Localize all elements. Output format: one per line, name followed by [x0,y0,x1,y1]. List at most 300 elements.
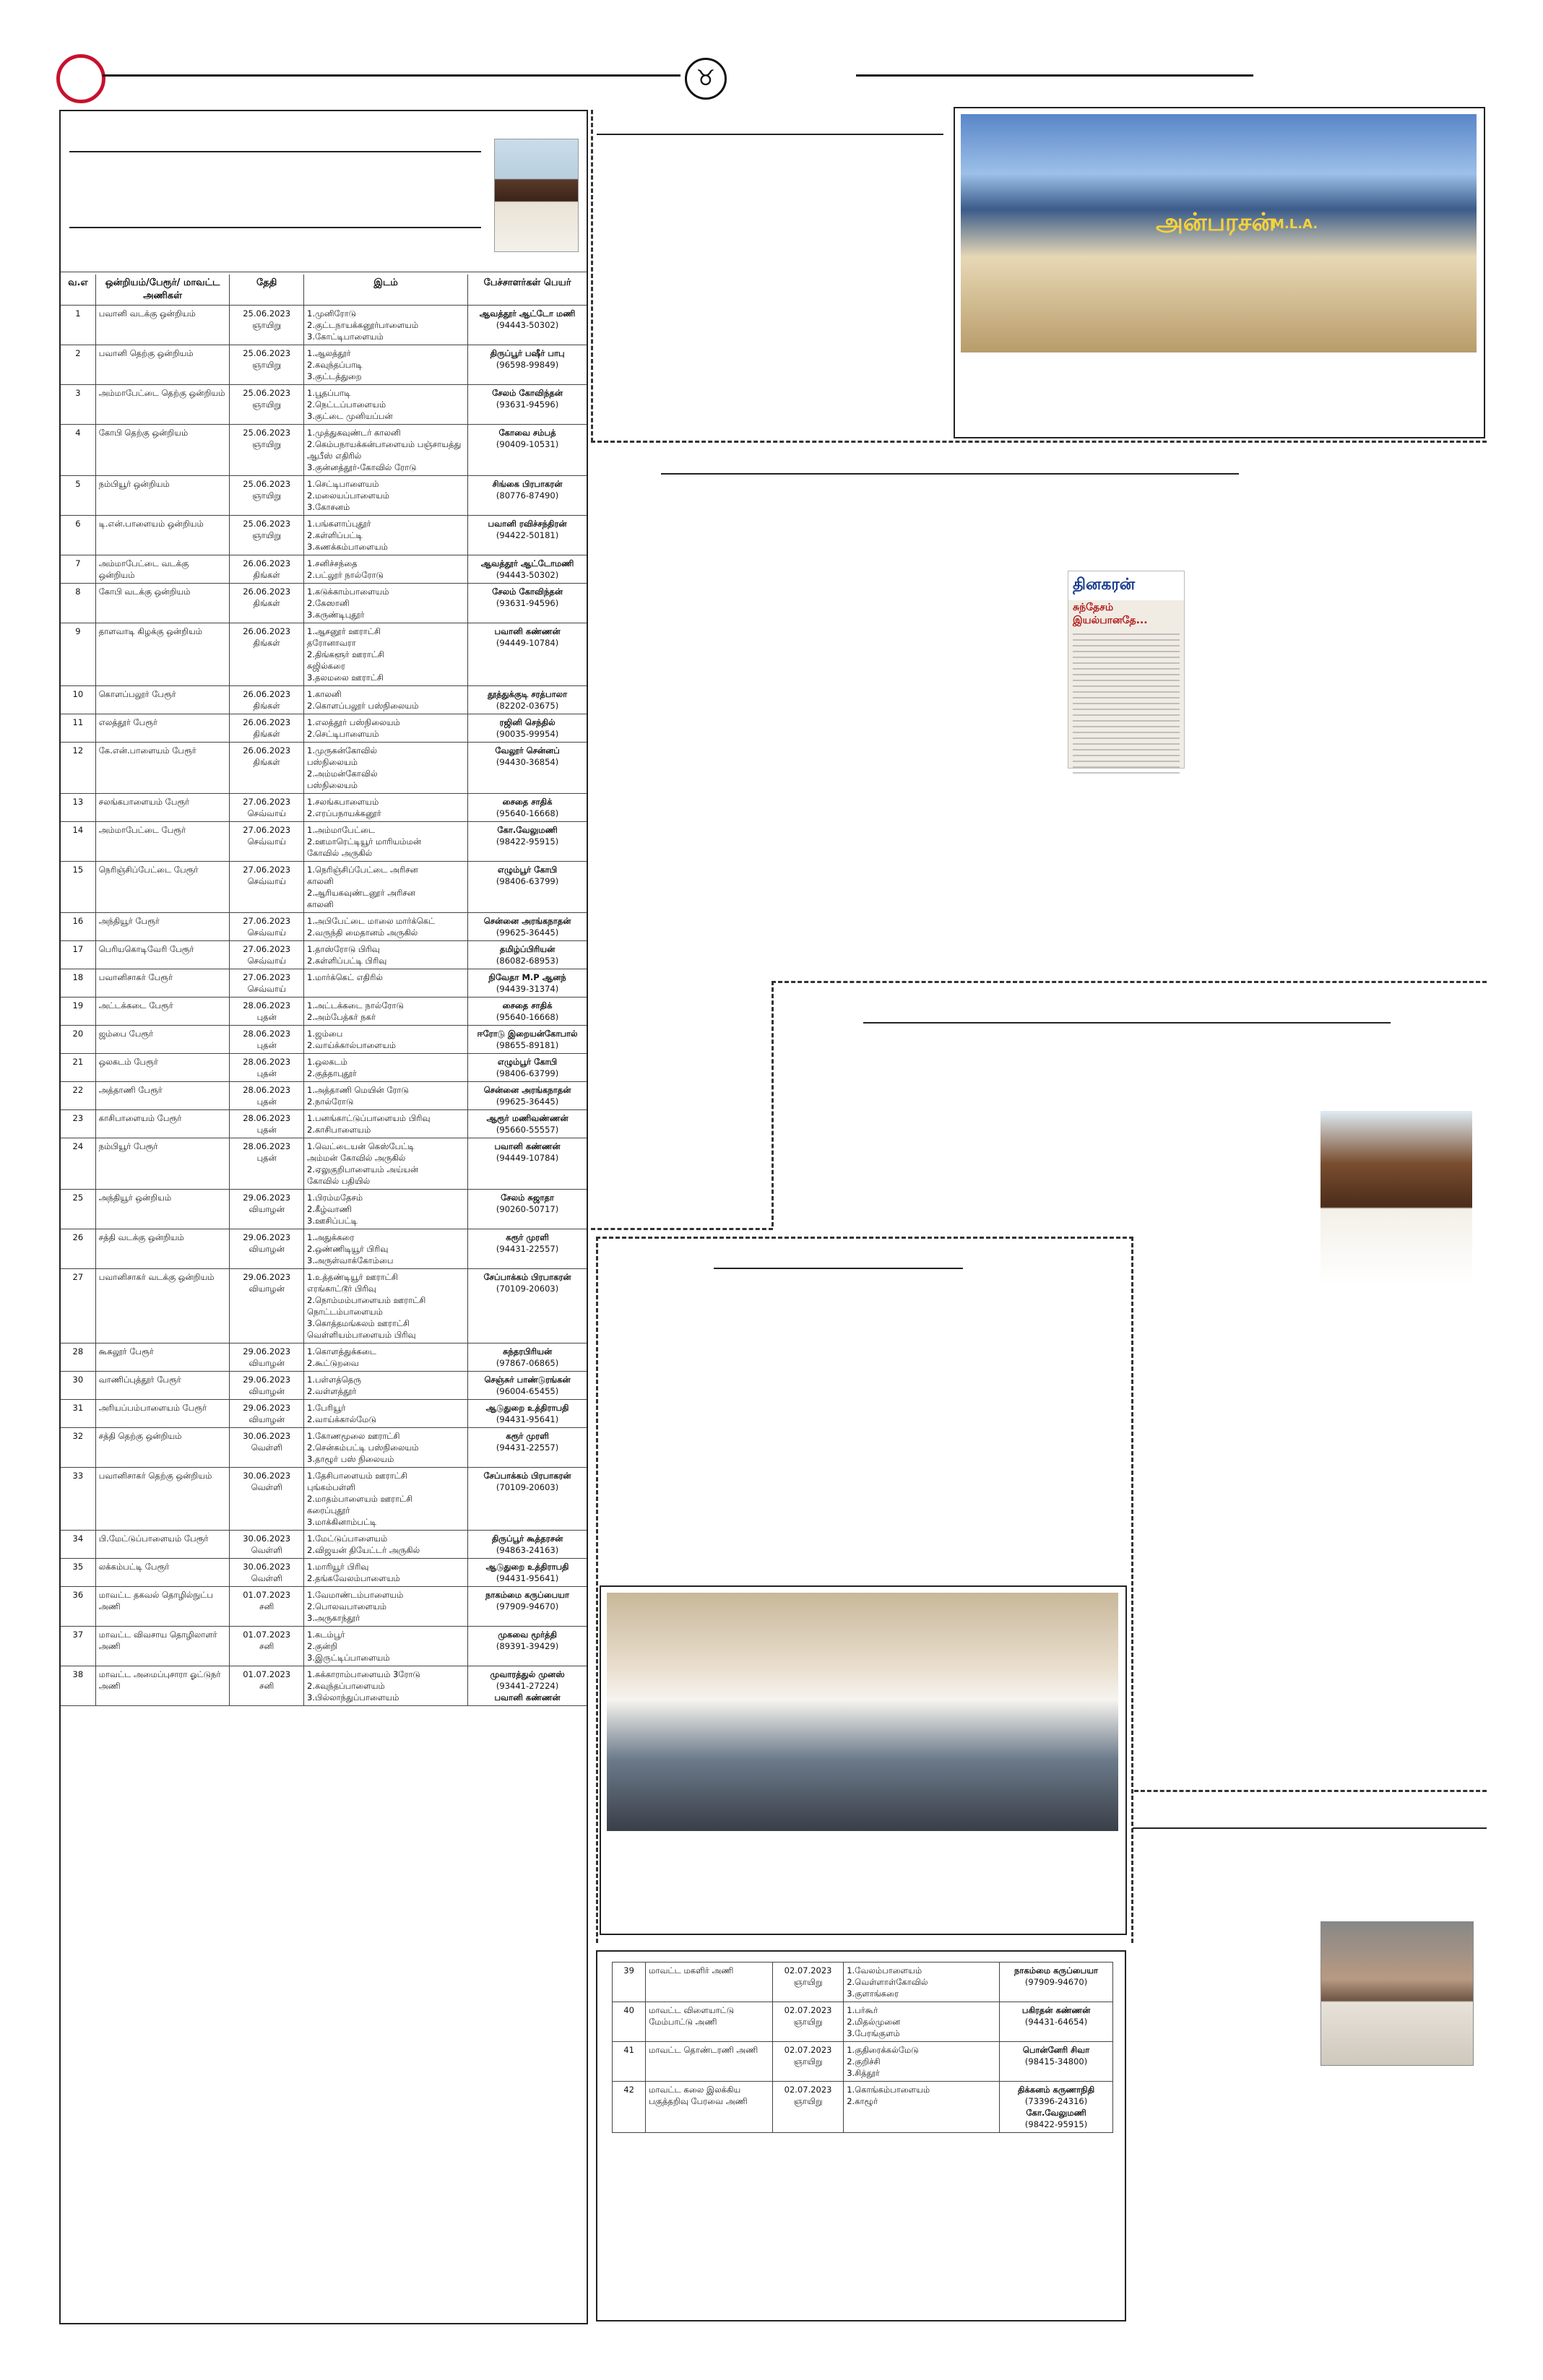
row-places [304,1110,468,1138]
row-date-cell [230,1026,304,1054]
row-speaker-cell [468,794,587,822]
continuation-table [613,1963,1112,2133]
elder-portrait [1321,1921,1474,2066]
row-day: திங்கள் [253,598,280,608]
row-day: வியாழன் [248,1244,285,1254]
speaker-phone: (96598-99849) [496,360,559,370]
place-item: 1.அதுக்கரை [307,1232,355,1242]
row-speaker-cell [468,714,587,743]
row-day: ஞாயிறு [252,360,282,370]
table-row [61,1468,587,1531]
place-item: பஸ்நிலையம் [307,780,358,790]
event-headline-rule [714,1268,963,1269]
place-item: 2.மலையப்பாளையம் [307,490,390,501]
row-day: திங்கள் [253,729,280,739]
row-day: செவ்வாய் [247,876,286,886]
row-speaker-cell [468,862,587,913]
place-item: 2.கொளப்பலூர் பஸ்நிலையம் [307,701,419,711]
col-header-unit: ஒன்றியம்/பேரூர்/ மாவட்ட அணிகள் [95,274,230,306]
wheelchair-donation-photo [607,1593,1118,1831]
speaker-name: திருப்பூர் பஷீர் பாபு [490,348,565,358]
row-day: வியாழன் [248,1204,285,1214]
row-places [304,1138,468,1190]
place-item: 1.முனிரோடு [307,308,356,319]
row-date: 28.06.2023 [243,1000,291,1011]
row-day: செவ்வாய் [247,836,286,847]
place-item: 1.முருகன்கோவில் [307,745,378,756]
row-date-cell [230,998,304,1026]
row-date-cell [230,969,304,998]
row-unit: காசிபாளையம் பேரூர் [95,1110,230,1138]
row-day: வெள்ளி [251,1482,282,1492]
row-unit: நெரிஞ்சிப்பேட்டை பேரூர் [95,862,230,913]
row-date-cell [230,623,304,686]
table-row [61,1269,587,1343]
place-item: 3.சித்தூர் [847,2068,880,2078]
table-row [61,1587,587,1627]
row-date: 28.06.2023 [243,1057,291,1067]
row-date-cell [230,822,304,862]
article-box-left-edge [772,981,774,1226]
row-speaker-cell [468,1026,587,1054]
row-speaker-cell [468,516,587,555]
row-speaker-cell [1000,2042,1112,2082]
col-header-speaker: பேச்சாளர்கள் பெயர் [468,274,587,306]
row-places [844,2082,1000,2133]
place-item: 1.கொளத்துக்கடை [307,1346,376,1356]
row-date: 26.06.2023 [243,587,291,597]
speaker-name: ஆவத்தூர் ஆட்டோ மணி [479,308,576,319]
speaker-name: நாகம்மை கருப்பையா [485,1590,570,1600]
row-places [304,623,468,686]
place-item: 1.மாரியூர் பிரிவு [307,1562,369,1572]
place-item: 2.குறிச்சி [847,2056,881,2067]
place-item: 1.பங்களாப்புதூர் [307,519,371,529]
speaker-name: சேப்பாக்கம் பிரபாகரன் [483,1272,571,1282]
row-date: 01.07.2023 [243,1669,291,1679]
speaker-name: சேலம் கோவிந்தன் [492,587,563,597]
place-item: 1.மேட்டுப்பாளையம் [307,1533,388,1544]
row-day: வெள்ளி [251,1545,282,1555]
row-day: புதன் [256,1040,277,1050]
row-day: ஞாயிறு [252,530,282,540]
row-speaker-cell [468,1559,587,1587]
row-speaker-cell [1000,1963,1112,2002]
place-item: 3.குட்டை முனியப்பன் [307,411,393,421]
banner-text: அன்பரசன் [1156,208,1276,237]
place-item: காலனி [307,899,334,909]
place-item: சுஜில்கரை [307,661,345,671]
row-day: புதன் [256,1125,277,1135]
row-serial: 26 [61,1229,95,1269]
place-item: 3.அருகாந்தூர் [307,1613,360,1623]
table-row [61,743,587,794]
speaker-phone: (98406-63799) [496,876,559,886]
row-unit: சலங்கபாளையம் பேரூர் [95,794,230,822]
schedule-body [61,306,587,1706]
row-day: செவ்வாய் [247,984,286,994]
speaker-name: சைதை சாதிக் [502,797,553,807]
row-unit: அந்தியூர் பேரூர் [95,913,230,941]
place-item: 2.ஒண்ணிடியூர் பிரிவு [307,1244,389,1254]
row-serial: 1 [61,306,95,345]
row-day: வியாழன் [248,1358,285,1368]
row-day: சனி [259,1641,275,1651]
row-date: 26.06.2023 [243,626,291,636]
place-item: தரோனாவரா [307,638,356,648]
place-item: 2.வாய்க்கால்பாளையம் [307,1040,397,1050]
row-date-cell [230,1531,304,1559]
row-serial: 34 [61,1531,95,1559]
row-day: செவ்வாய் [247,927,286,938]
speaker-name: செஞ்சுர் பாண்டுரங்கன் [484,1375,571,1385]
table-row [613,2002,1112,2042]
row-serial: 28 [61,1343,95,1372]
row-places [304,345,468,385]
speaker-name: நிவேதா M.P ஆனந் [488,972,566,982]
table-row [61,714,587,743]
speaker-name: பகிரதன் கண்ணன் [1021,2005,1091,2015]
row-places [304,1229,468,1269]
photo-frame-top [954,107,1485,438]
place-item: 1.ஜம்பை [307,1029,343,1039]
row-serial: 27 [61,1269,95,1343]
row-day: ஞாயிறு [252,439,282,449]
row-date-cell [230,555,304,584]
speaker-phone: (93631-94596) [496,399,559,410]
row-date-cell [230,345,304,385]
row-day: வெள்ளி [251,1442,282,1453]
row-date-cell [230,1082,304,1110]
schedule-header-row [61,274,587,306]
speaker-phone: (98415-34800) [1024,2056,1088,2067]
row-date-cell [772,2082,843,2133]
place-item: 2.கவுந்தப்பாளையம் [307,1681,385,1691]
schedule-continuation [596,1950,1126,2321]
place-item: 3.இருட்டிப்பாளையம் [307,1653,390,1663]
row-places [304,1400,468,1428]
row-date: 26.06.2023 [243,717,291,727]
row-speaker-cell [468,1587,587,1627]
row-date: 27.06.2023 [243,944,291,954]
place-item: 1.மார்க்கெட் எதிரில் [307,972,383,982]
speaker-name: தமிழ்ப்பிரியன் [499,944,556,954]
place-item: 1.வெட்டையன் கெஸ்பேட்டி [307,1141,415,1151]
row-speaker-cell [468,1138,587,1190]
row-serial: 8 [61,584,95,623]
speaker-name: கரூர் முரளி [506,1232,549,1242]
row-date: 29.06.2023 [243,1193,291,1203]
row-date: 25.06.2023 [243,519,291,529]
banner-subtext: M.L.A. [1271,217,1318,232]
speaker-name: பவானி கண்ணன் [494,1141,561,1151]
row-date-cell [230,1627,304,1666]
row-day: புதன் [256,1153,277,1163]
row-date: 25.06.2023 [243,428,291,438]
row-unit: மாவட்ட தகவல் தொழில்நுட்ப அணி [95,1587,230,1627]
row-date: 30.06.2023 [243,1533,291,1544]
place-item: 1.பர்கூர் [847,2005,878,2015]
speaker-name: முவாரத்துல் முனஸ் [490,1669,565,1679]
speaker-phone: (90409-10531) [496,439,559,449]
place-item: 3.கணக்கம்பாளையம் [307,542,388,552]
col-header-date: தேதி [230,274,304,306]
speaker-name: ஆடுதுறை உத்திராபதி [485,1403,569,1413]
row-serial: 38 [61,1666,95,1706]
row-places [304,743,468,794]
row-day: செவ்வாய் [247,956,286,966]
place-item: 1.முத்துகவுண்டர் காலனி [307,428,401,438]
row-date: 28.06.2023 [243,1029,291,1039]
title-rule [69,151,481,152]
row-serial: 22 [61,1082,95,1110]
row-speaker-cell [468,1082,587,1110]
speaker-name: கோவை சம்பத் [498,428,556,438]
row-date: 26.06.2023 [243,689,291,699]
place-item: 2.நால்ரோடு [307,1096,354,1107]
place-item: 1.குதிரைக்கல்மேடு [847,2045,919,2055]
place-item: 1.அபிபேட்டை மாலை மார்க்கெட் [307,916,436,926]
speaker-phone: (97867-06865) [496,1358,559,1368]
speaker-name: சுந்தரபிரியன் [503,1346,553,1356]
row-places [304,1531,468,1559]
row-date: 25.06.2023 [243,479,291,489]
row-speaker-cell [468,555,587,584]
row-serial: 6 [61,516,95,555]
speaker-name: எழும்பூர் கோபி [497,1057,558,1067]
masthead-logo [56,54,105,103]
column-divider [591,110,593,442]
place-item: 2.வள்ளத்தூர் [307,1386,357,1396]
table-row [61,1666,587,1706]
place-item: காலனி [307,876,334,886]
speaker-name: சைதை சாதிக் [502,1000,553,1011]
speaker-name: சேப்பாக்கம் பிரபாகரன் [483,1471,571,1481]
table-row [61,913,587,941]
row-speaker-cell [468,1190,587,1229]
row-date: 27.06.2023 [243,825,291,835]
speaker-name: நாகம்மை கருப்பையா [1014,1965,1099,1976]
row-places [304,306,468,345]
speaker-phone: (94431-22557) [496,1244,559,1254]
row-date: 28.06.2023 [243,1085,291,1095]
place-item: நொட்டம்பாளையம் [307,1307,383,1317]
row-unit: மாவட்ட தொண்டரணி அணி [646,2042,773,2082]
row-date: 01.07.2023 [243,1590,291,1600]
speaker-phone: (70109-20603) [496,1284,559,1294]
row-unit: அம்மாபேட்டை வடக்கு ஒன்றியம் [95,555,230,584]
speaker-name: சிங்கை பிரபாகரன் [492,479,563,489]
speaker-phone: (95640-16668) [496,808,559,818]
row-unit: அம்மாபேட்டை பேரூர் [95,822,230,862]
row-speaker-cell [1000,2002,1112,2042]
row-speaker-cell [1000,2082,1112,2133]
row-places [304,1190,468,1229]
bull-emblem-icon: ♉ [685,58,727,100]
row-speaker-cell [468,1428,587,1468]
place-item: 2.கேஸானி [307,598,350,608]
speaker-phone: (95660-55557) [496,1125,559,1135]
row-date-cell [230,385,304,425]
row-places [304,969,468,998]
speaker-phone: (98406-63799) [496,1068,559,1078]
table-row [61,476,587,516]
speaker-phone: (94431-64654) [1024,2017,1088,2027]
row-places [304,476,468,516]
row-unit: லக்கம்பட்டி பேரூர் [95,1559,230,1587]
place-item: 2.திங்களூர் ஊராட்சி [307,649,384,659]
row-serial: 7 [61,555,95,584]
politician-portrait [494,139,579,252]
place-item: 1.சலங்கபாளையம் [307,797,379,807]
row-day: ஞாயிறு [793,2056,823,2067]
row-unit: தாளவாடி கிழக்கு ஒன்றியம் [95,623,230,686]
place-item: எரங்காட்டூர் பிரிவு [307,1284,376,1294]
table-row [61,998,587,1026]
row-places [304,1026,468,1054]
speaker-name: முகவை மூர்த்தி [498,1630,557,1640]
clipping-masthead: தினகரன் [1068,571,1184,600]
speaker-phone: (82202-03675) [496,701,559,711]
row-date-cell [230,862,304,913]
place-item: 3.கோசனம் [307,502,350,512]
row-serial: 39 [613,1963,646,2002]
row-speaker-cell [468,1269,587,1343]
row-serial: 14 [61,822,95,862]
row-serial: 15 [61,862,95,913]
table-row [61,862,587,913]
row-speaker-cell [468,1468,587,1531]
speaker-phone: (98422-95915) [496,836,559,847]
row-date-cell [230,1428,304,1468]
speaker-name: ரஜினி செந்தில் [499,717,556,727]
row-serial: 24 [61,1138,95,1190]
row-unit: நம்பியூர் ஒன்றியம் [95,476,230,516]
clipping-headline: சுந்தேசம் இயல்பானதே... [1073,602,1148,626]
row-unit: அரியப்பம்பாளையம் பேரூர் [95,1400,230,1428]
row-unit: பெரியகொடிவேரி பேரூர் [95,941,230,969]
speaker-name: கரூர் முரளி [506,1431,549,1441]
schedule-article [59,110,588,2324]
place-item: 2.நொம்மம்பாளையம் ஊராட்சி [307,1295,426,1305]
place-item: 2.வாய்க்கால்மேடு [307,1414,376,1424]
row-unit: கோபி வடக்கு ஒன்றியம் [95,584,230,623]
row-places [304,714,468,743]
place-item: 1.காலனி [307,689,342,699]
table-row [61,941,587,969]
row-speaker-cell [468,743,587,794]
speaker-name: எழும்பூர் கோபி [497,865,558,875]
row-places [304,1587,468,1627]
row-day: சனி [259,1601,275,1611]
place-item: 1.கடுக்காம்பாளையம் [307,587,389,597]
table-row [61,306,587,345]
row-date-cell [230,714,304,743]
place-item: 1.பனங்காட்டுப்பாளையம் பிரிவு [307,1113,431,1123]
row-serial: 11 [61,714,95,743]
row-speaker-cell [468,913,587,941]
table-row [61,425,587,476]
row-date: 30.06.2023 [243,1562,291,1572]
row-speaker-cell [468,425,587,476]
place-item: 2.கூட்டுறவை [307,1358,359,1368]
place-item: அம்மன் கோவில் அருகில் [307,1153,406,1163]
row-unit: பவானி வடக்கு ஒன்றியம் [95,306,230,345]
row-date: 30.06.2023 [243,1471,291,1481]
row-date: 27.06.2023 [243,797,291,807]
row-speaker-cell [468,476,587,516]
row-day: புதன் [256,1012,277,1022]
speaker-phone: (90260-50717) [496,1204,559,1214]
row-date: 26.06.2023 [243,745,291,756]
speaker-phone: (98655-89181) [496,1040,559,1050]
row-serial: 32 [61,1428,95,1468]
row-serial: 12 [61,743,95,794]
speaker-portrait [1321,1111,1472,1286]
table-row [61,1190,587,1229]
row-serial: 31 [61,1400,95,1428]
table-row [61,1343,587,1372]
event-article [596,1237,1133,1943]
row-date: 29.06.2023 [243,1346,291,1356]
place-item: 3.கொத்தமங்கலம் ஊராட்சி [307,1318,410,1328]
place-item: 2.கள்ளிப்பட்டி பிரிவு [307,956,387,966]
article-box-top-edge [772,981,1487,983]
speaker-phone: (97909-94670) [496,1601,559,1611]
row-serial: 40 [613,2002,646,2042]
row-unit: மாவட்ட விவசாய தொழிலாளர் அணி [95,1627,230,1666]
place-item: 2.செட்டிபாளையம் [307,729,379,739]
row-date: 28.06.2023 [243,1141,291,1151]
row-places [304,1054,468,1082]
newspaper-clipping [1068,571,1185,769]
speaker-name: திருப்பூர் கூத்தரசன் [491,1533,563,1544]
speaker-phone: (94431-22557) [496,1442,559,1453]
row-serial: 16 [61,913,95,941]
place-item: 2.அம்மன்கோவில் [307,769,378,779]
row-unit: மாவட்ட கலை இலக்கிய பகுத்தறிவு பேரவை அணி [646,2082,773,2133]
row-speaker-cell [468,385,587,425]
place-item: 1.ஆலத்தூர் [307,348,351,358]
speaker-phone: (94431-95641) [496,1573,559,1583]
speaker-name-2: பவானி கண்ணன் [494,1692,561,1702]
place-item: 2.நெட்டப்பாளையம் [307,399,386,410]
inauguration-photo [961,114,1477,352]
row-day: திங்கள் [253,701,280,711]
table-row [61,385,587,425]
continuation-table-wrap [612,1962,1113,2133]
speaker-name: பவானி கண்ணன் [494,626,561,636]
row-unit: மாவட்ட மகளிர் அணி [646,1963,773,2002]
place-item: 1.பிரம்மதேசம் [307,1193,363,1203]
speaker-name: பவானி ரவிச்சந்திரன் [488,519,567,529]
table-row [61,969,587,998]
place-item: 2.ஏலுகுறிபாளையம் அய்யன் [307,1164,419,1174]
row-speaker-cell [468,1666,587,1706]
row-date: 30.06.2023 [243,1431,291,1441]
header-rule-right [856,74,1253,77]
speaker-phone: (99625-36445) [496,1096,559,1107]
row-date: 29.06.2023 [243,1375,291,1385]
row-date: 26.06.2023 [243,558,291,568]
speaker-name: ஈரோடு இறையன்கோபால் [477,1029,578,1039]
row-date: 25.06.2023 [243,388,291,398]
row-serial: 5 [61,476,95,516]
place-item: 2.கெம்பநாயக்கன்பாளையம் பஞ்சாயத்து ஆபீஸ் எதிரில் [307,439,462,461]
place-item: 2.மிதல்முனை [847,2017,901,2027]
row-serial: 19 [61,998,95,1026]
right-headline-rule [1133,1827,1487,1829]
